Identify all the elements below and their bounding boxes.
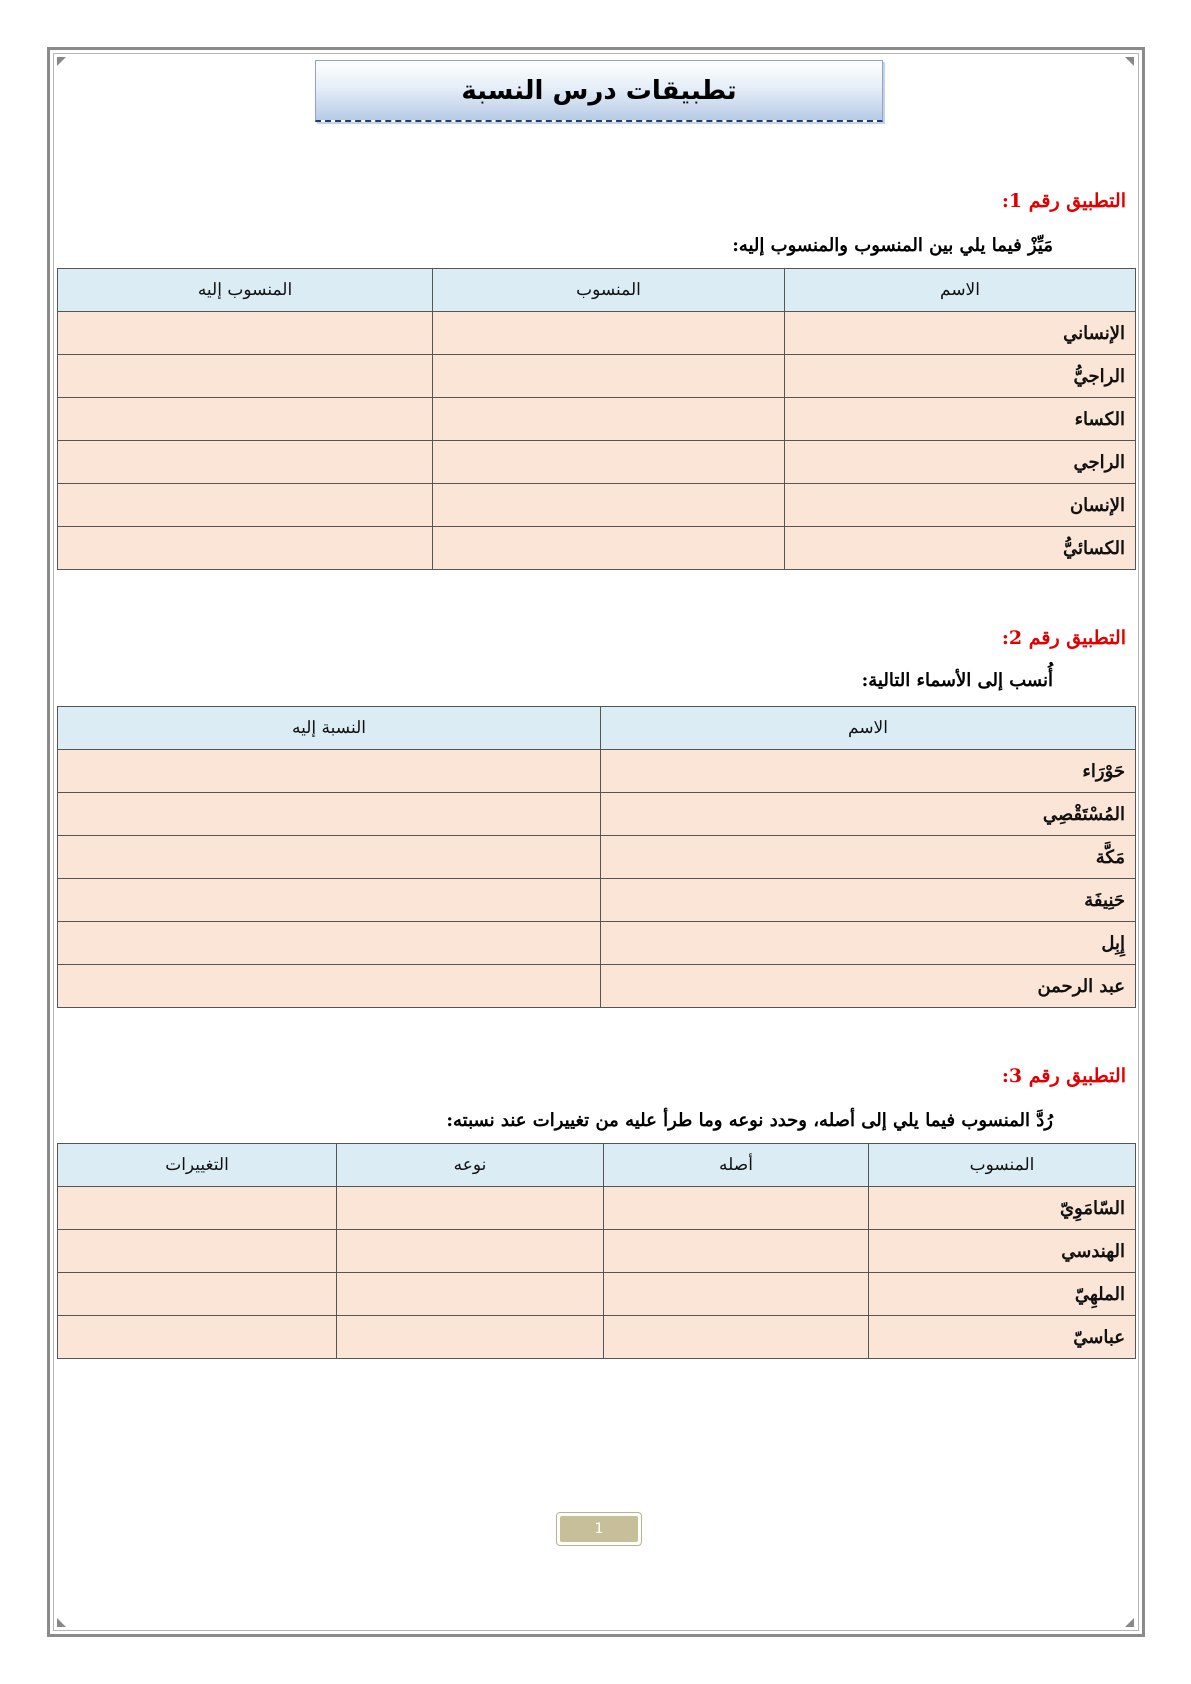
name-cell: حَنِيفَة — [601, 879, 1136, 922]
table-row — [58, 793, 1136, 836]
column-header-naw: نوعه — [337, 1144, 604, 1187]
answer-cell[interactable] — [337, 1273, 604, 1316]
answer-cell[interactable] — [58, 1316, 337, 1359]
answer-cell[interactable] — [58, 1273, 337, 1316]
table-row — [58, 965, 1136, 1008]
answer-cell[interactable] — [337, 1316, 604, 1359]
name-cell: الراجي — [785, 441, 1136, 484]
page-title: تطبيقات درس النسبة — [461, 75, 737, 106]
answer-cell[interactable] — [58, 836, 601, 879]
exercise-1-label: التطبيق رقم 1: — [1001, 190, 1126, 212]
table-row — [58, 441, 1136, 484]
answer-cell[interactable] — [604, 1316, 869, 1359]
name-cell: الإنساني — [785, 312, 1136, 355]
name-cell: الكساء — [785, 398, 1136, 441]
corner-ornament-bottom-left — [57, 1618, 66, 1627]
corner-ornament-top-left — [57, 57, 66, 66]
answer-cell[interactable] — [58, 441, 433, 484]
column-header-name: الاسم — [785, 269, 1136, 312]
answer-cell[interactable] — [433, 527, 785, 570]
answer-cell[interactable] — [433, 484, 785, 527]
column-header-mansub: المنسوب — [869, 1144, 1136, 1187]
answer-cell[interactable] — [58, 1230, 337, 1273]
answer-cell[interactable] — [58, 398, 433, 441]
exercise-3-instruction: رُدَّ المنسوب فيما يلي إلى أصله، وحدد نوعه وما طرأ عليه من تغييرات عند نسبته: — [446, 1110, 1053, 1131]
exercise-2-instruction: أُنسب إلى الأسماء التالية: — [861, 670, 1053, 691]
answer-cell[interactable] — [433, 441, 785, 484]
name-cell: المُسْتَقْصِي — [601, 793, 1136, 836]
table-row — [58, 879, 1136, 922]
name-cell: الراجيُّ — [785, 355, 1136, 398]
answer-cell[interactable] — [58, 750, 601, 793]
answer-cell[interactable] — [433, 355, 785, 398]
answer-cell[interactable] — [604, 1187, 869, 1230]
exercise-1-instruction: مَيِّزْ فيما يلي بين المنسوب والمنسوب إليه: — [732, 235, 1053, 256]
corner-ornament-bottom-right — [1125, 1618, 1134, 1627]
name-cell: الملهِيّ — [869, 1273, 1136, 1316]
column-header-name: الاسم — [601, 707, 1136, 750]
page-number: 1 — [560, 1516, 638, 1542]
exercise-3-label: التطبيق رقم 3: — [1001, 1065, 1126, 1087]
table-header-row — [58, 1144, 1136, 1187]
name-cell: السّامَوِيّ — [869, 1187, 1136, 1230]
answer-cell[interactable] — [337, 1230, 604, 1273]
name-cell: حَوْرَاء — [601, 750, 1136, 793]
exercise-1-table — [57, 268, 1136, 570]
name-cell: عبد الرحمن — [601, 965, 1136, 1008]
table-row — [58, 922, 1136, 965]
name-cell: إِبِل — [601, 922, 1136, 965]
table-row — [58, 750, 1136, 793]
table-row — [58, 836, 1136, 879]
table-row — [58, 398, 1136, 441]
answer-cell[interactable] — [433, 312, 785, 355]
answer-cell[interactable] — [58, 879, 601, 922]
exercise-3-table — [57, 1143, 1136, 1359]
exercise-2-table — [57, 706, 1136, 1008]
name-cell: الهندسي — [869, 1230, 1136, 1273]
answer-cell[interactable] — [58, 965, 601, 1008]
table-header-row — [58, 707, 1136, 750]
answer-cell[interactable] — [58, 1187, 337, 1230]
name-cell: عباسيّ — [869, 1316, 1136, 1359]
name-cell: الإنسان — [785, 484, 1136, 527]
column-header-mansub: المنسوب — [433, 269, 785, 312]
answer-cell[interactable] — [433, 398, 785, 441]
name-cell: مَكَّة — [601, 836, 1136, 879]
exercise-2-label: التطبيق رقم 2: — [1001, 627, 1126, 649]
answer-cell[interactable] — [604, 1273, 869, 1316]
column-header-mansub-ilayh: المنسوب إليه — [58, 269, 433, 312]
column-header-changes: التغييرات — [58, 1144, 337, 1187]
answer-cell[interactable] — [58, 484, 433, 527]
corner-ornament-top-right — [1125, 57, 1134, 66]
table-row — [58, 484, 1136, 527]
table-header-row — [58, 269, 1136, 312]
table-row — [58, 1187, 1136, 1230]
column-header-nisba: النسبة إليه — [58, 707, 601, 750]
answer-cell[interactable] — [58, 312, 433, 355]
table-row — [58, 1230, 1136, 1273]
table-row — [58, 527, 1136, 570]
answer-cell[interactable] — [58, 793, 601, 836]
page-number-box — [556, 1512, 642, 1546]
title-banner — [315, 60, 883, 122]
table-row — [58, 355, 1136, 398]
answer-cell[interactable] — [604, 1230, 869, 1273]
column-header-asl: أصله — [604, 1144, 869, 1187]
table-row — [58, 1316, 1136, 1359]
answer-cell[interactable] — [337, 1187, 604, 1230]
answer-cell[interactable] — [58, 355, 433, 398]
answer-cell[interactable] — [58, 922, 601, 965]
name-cell: الكسائيُّ — [785, 527, 1136, 570]
answer-cell[interactable] — [58, 527, 433, 570]
table-row — [58, 312, 1136, 355]
table-row — [58, 1273, 1136, 1316]
